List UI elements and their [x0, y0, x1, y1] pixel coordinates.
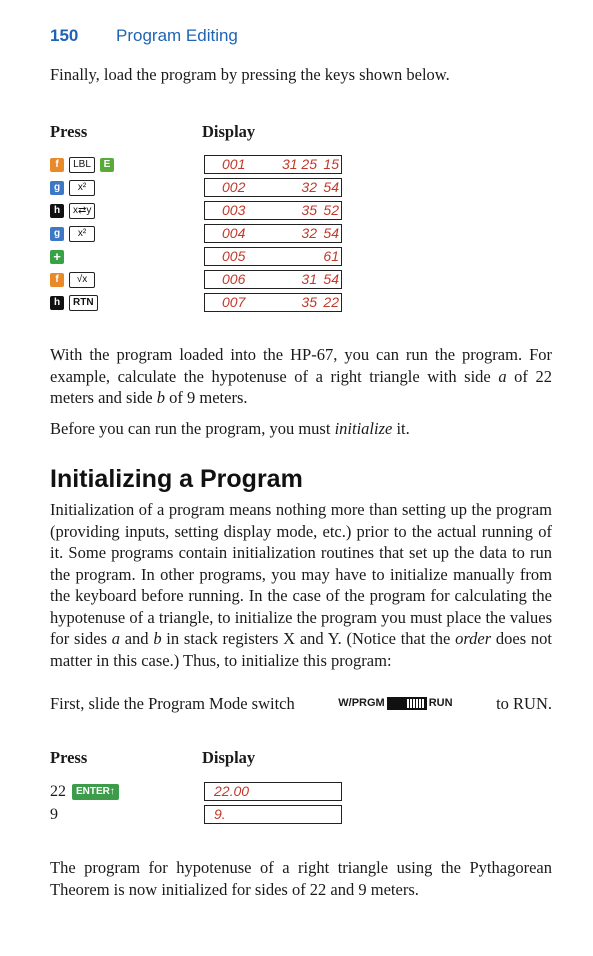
- body-paragraph: [50, 693, 552, 715]
- side-a-variable: a: [111, 629, 120, 648]
- line-number: 002: [222, 179, 246, 195]
- keystroke-row: [50, 179, 95, 197]
- keystroke-row: [50, 271, 95, 289]
- g-shift-key: g: [50, 181, 64, 195]
- text-run: it.: [392, 419, 410, 438]
- keycode-prefix: 32: [301, 179, 317, 195]
- intro-text: Finally, load the program by pressing the keys shown below.: [50, 65, 450, 84]
- e-key: E: [100, 158, 114, 172]
- text-run: and: [119, 629, 154, 648]
- x-exchange-y-key: x⇄y: [69, 203, 95, 219]
- plus-key: +: [50, 250, 64, 264]
- enter-key: ENTER↑: [72, 784, 119, 800]
- side-a-variable: a: [498, 366, 507, 386]
- display-box: [204, 270, 342, 289]
- display-box: [204, 247, 342, 266]
- keystroke-row: [50, 294, 98, 312]
- keycode: 22: [323, 294, 339, 310]
- line-number: 006: [222, 271, 246, 287]
- square-root-key: √x: [69, 272, 95, 288]
- switch-slider-icon: [387, 697, 427, 710]
- line-number: 003: [222, 202, 246, 218]
- program-mode-switch: [338, 693, 452, 715]
- text-run: to RUN.: [496, 694, 552, 713]
- x-squared-key: x²: [69, 180, 95, 196]
- keystroke-row: [50, 225, 95, 243]
- f-shift-key: f: [50, 273, 64, 287]
- keystroke-row: [50, 202, 95, 220]
- section-heading: Initializing a Program: [50, 465, 303, 493]
- emphasis: initialize: [334, 419, 393, 438]
- keystroke-row: [50, 783, 119, 801]
- body-paragraph: The program for hypotenuse of a right triangle using the Pythagorean Theorem is now initialized for sides of 22 and 9 meters.: [50, 858, 552, 899]
- line-number: 007: [222, 294, 246, 310]
- display-column-header: Display: [202, 122, 256, 141]
- display-box: [204, 178, 342, 197]
- line-number: 004: [222, 225, 246, 241]
- text-run: With the program loaded into the HP-67, you can run the program. For example, calculate the hypotenuse of a right triangle with side: [50, 345, 552, 386]
- body-paragraph: [50, 499, 552, 671]
- keycode-prefix: 35: [301, 294, 317, 310]
- keycode-prefix: 35: [301, 202, 317, 218]
- press-column-header: Press: [50, 748, 88, 767]
- keycode-prefix: 31: [301, 271, 317, 287]
- lbl-key: LBL: [69, 157, 95, 173]
- body-paragraph: [50, 344, 552, 409]
- display-column-header: Display: [202, 748, 256, 767]
- keycode: 52: [323, 202, 339, 218]
- keycode: 61: [323, 248, 339, 264]
- number-entry: 9: [50, 806, 58, 823]
- keycode-prefix: 31 25: [281, 156, 317, 172]
- display-box: [204, 293, 342, 312]
- line-number: 005: [222, 248, 246, 264]
- display-value: 22.00: [214, 783, 250, 799]
- rtn-key: RTN: [69, 295, 98, 311]
- text-run: First, slide the Program Mode switch: [50, 694, 295, 713]
- text-run: does not matter in this case.) Thus, to initialize this program:: [50, 629, 552, 670]
- display-value: 9.: [214, 806, 226, 822]
- keystroke-row: [50, 248, 64, 266]
- section-title: Program Editing: [116, 26, 238, 45]
- f-shift-key: f: [50, 158, 64, 172]
- switch-label-run: RUN: [428, 697, 453, 709]
- keycode: 54: [323, 179, 339, 195]
- text-run: Initialization of a program means nothing more than setting up the program (providing inputs, setting display mode, etc.) prior to the actual running of it. Some programs contain initialization routines that set up the data to run the program. In other programs, you may have to initialize manually from the keyboard before running. In the case of the program for calculating the hypotenuse of a triangle, to initialize the program you must place the values for sides: [50, 500, 552, 648]
- h-shift-key: h: [50, 204, 64, 218]
- text-run: of 22 meters and side: [50, 366, 553, 407]
- text-run: Before you can run the program, you must: [50, 419, 335, 438]
- display-box: [204, 224, 342, 243]
- display-box: [204, 782, 342, 801]
- x-squared-key: x²: [69, 226, 95, 242]
- line-number: 001: [222, 156, 246, 172]
- display-box: [204, 805, 342, 824]
- display-box: [204, 201, 342, 220]
- keystroke-row: [50, 156, 114, 174]
- keycode: 54: [323, 225, 339, 241]
- page-number: 150: [50, 26, 79, 45]
- text-run: in stack registers X and Y. (Notice that the: [161, 629, 456, 648]
- number-entry: 22: [50, 783, 66, 800]
- keycode-prefix: 32: [301, 225, 317, 241]
- display-box: [204, 155, 342, 174]
- keycode: 54: [323, 271, 339, 287]
- emphasis: order: [455, 629, 492, 648]
- text-run: of 9 meters.: [165, 388, 248, 407]
- keystroke-row: [50, 806, 59, 824]
- g-shift-key: g: [50, 227, 64, 241]
- side-b-variable: b: [153, 629, 162, 648]
- h-shift-key: h: [50, 296, 64, 310]
- side-b-variable: b: [156, 388, 166, 407]
- body-paragraph: [50, 418, 552, 440]
- press-column-header: Press: [50, 122, 88, 141]
- keycode: 15: [323, 156, 339, 172]
- switch-label-prgm: W/PRGM: [338, 697, 385, 709]
